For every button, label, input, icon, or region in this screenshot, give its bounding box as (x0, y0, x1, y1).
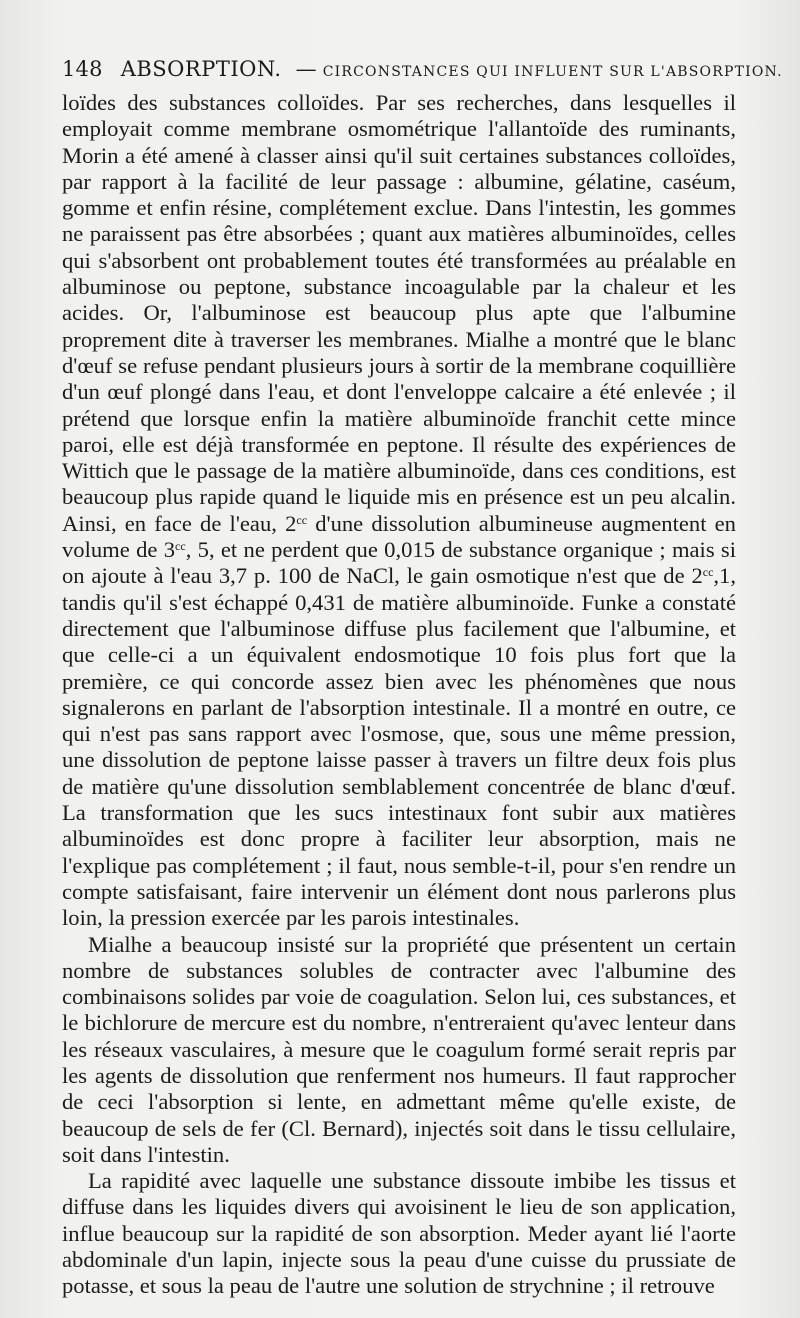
paragraph-1-part-a: loïdes des substances colloïdes. Par ses recherches, dans lesquelles il employait comme membrane osmométrique l'allantoïde des ruminants, Morin a été amené à classer ainsi qu'il suit certaines substances colloïdes, par rapport à la facilité de leur passage : albumine, gélatine, caséum, gomme et enfin résine, complétement exclue. Dans l'intestin, les gommes ne paraissent pas être absorbées ; quant aux matières albuminoïdes, celles qui s'absorbent ont probablement toutes été transformées au préalable en albuminose ou peptone, substance incoagulable par la chaleur et les acides. Or, l'albuminose est beaucoup plus apte que l'albumine proprement dite à traverser les membranes. Mialhe a montré que le blanc d'œuf se refuse pendant plusieurs jours à sortir de la membrane coquillière d'un œuf plongé dans l'eau, et dont l'enveloppe calcaire a été enlevée ; il prétend que lorsque enfin la matière albuminoïde franchit cette mince paroi, elle est déjà transformée en peptone. Il résulte des expériences de Wittich que le passage de la matière albuminoïde, dans ces conditions, est beaucoup plus rapide quand le liquide mis en présence est un peu alcalin. Ainsi, en face de l'eau, 2 (62, 90, 736, 536)
page-number: 148 (62, 57, 103, 81)
paragraph-1-part-d: ,1, tandis qu'il s'est échappé 0,431 de matière albuminoïde. Funke a constaté directement que l'albuminose diffuse plus facilement que l'albumine, et que celle-ci a un équivalent endosmotique 10 fois plus fort que la première, ce qui concorde assez bien avec les phénomènes que nous signalerons en parlant de l'absorption intestinale. Il a montré en outre, ce qui n'est pas sans rapport avec l'osmose, que, sous une même pression, une dissolution de peptone laisse passer à travers un filtre deux fois plus de matière qu'une dissolution semblablement concentrée de blanc d'œuf. La transformation que les sucs intestinaux font subir aux matières albuminoïdes est donc propre à faciliter leur absorption, mais ne l'explique pas complétement ; il faut, nous semble-t-il, pour s'en rendre un compte satisfaisant, faire intervenir un élément dont nous parlerons plus loin, la pression exercée par les parois intestinales. (62, 563, 736, 931)
header-separator: — (295, 57, 317, 81)
paragraph-1-part-b: d'une dissolution albumineuse augmentent en volume de 3 (62, 510, 736, 563)
header-subtitle: CIRCONSTANCES QUI INFLUENT SUR L'ABSORPTION. (322, 64, 783, 80)
paragraph-3: La rapidité avec laquelle une substance dissoute imbibe les tissus et diffuse dans les liquides divers qui avoisinent le lieu de son application, influe beaucoup sur la rapidité de son absorption. Meder ayant lié l'aorte abdominale d'un lapin, injecte sous la peau d'une cuisse du prussiate de potasse, et sous la peau de l'autre une solution de strychnine ; il retrouve (62, 1168, 736, 1299)
unit-superscript: cc (702, 565, 714, 580)
section-title: ABSORPTION. (120, 57, 282, 81)
paragraph-1-part-c: , 5, et ne perdent que 0,015 de substance organique ; mais si on ajoute à l'eau 3,7 p. 100 de NaCl, le gain osmotique n'est que de 2 (62, 537, 736, 589)
body-text (62, 90, 736, 1300)
unit-superscript: cc (175, 539, 186, 554)
unit-superscript: cc (296, 512, 308, 527)
running-header (62, 56, 783, 85)
paragraph-1 (62, 90, 736, 932)
paragraph-2: Mialhe a beaucoup insisté sur la propriété que présentent un certain nombre de substances solubles de contracter avec l'albumine des combinaisons solides par voie de coagulation. Selon lui, ces substances, et le bichlorure de mercure est du nombre, n'entreraient qu'avec lenteur dans les réseaux vasculaires, à mesure que le coagulum formé serait repris par les agents de dissolution que renferment nos humeurs. Il faut rapprocher de ceci l'absorption si lente, en admettant même qu'elle existe, de beaucoup de sels de fer (Cl. Bernard), injectés soit dans le tissu cellulaire, soit dans l'intestin. (62, 931, 736, 1167)
